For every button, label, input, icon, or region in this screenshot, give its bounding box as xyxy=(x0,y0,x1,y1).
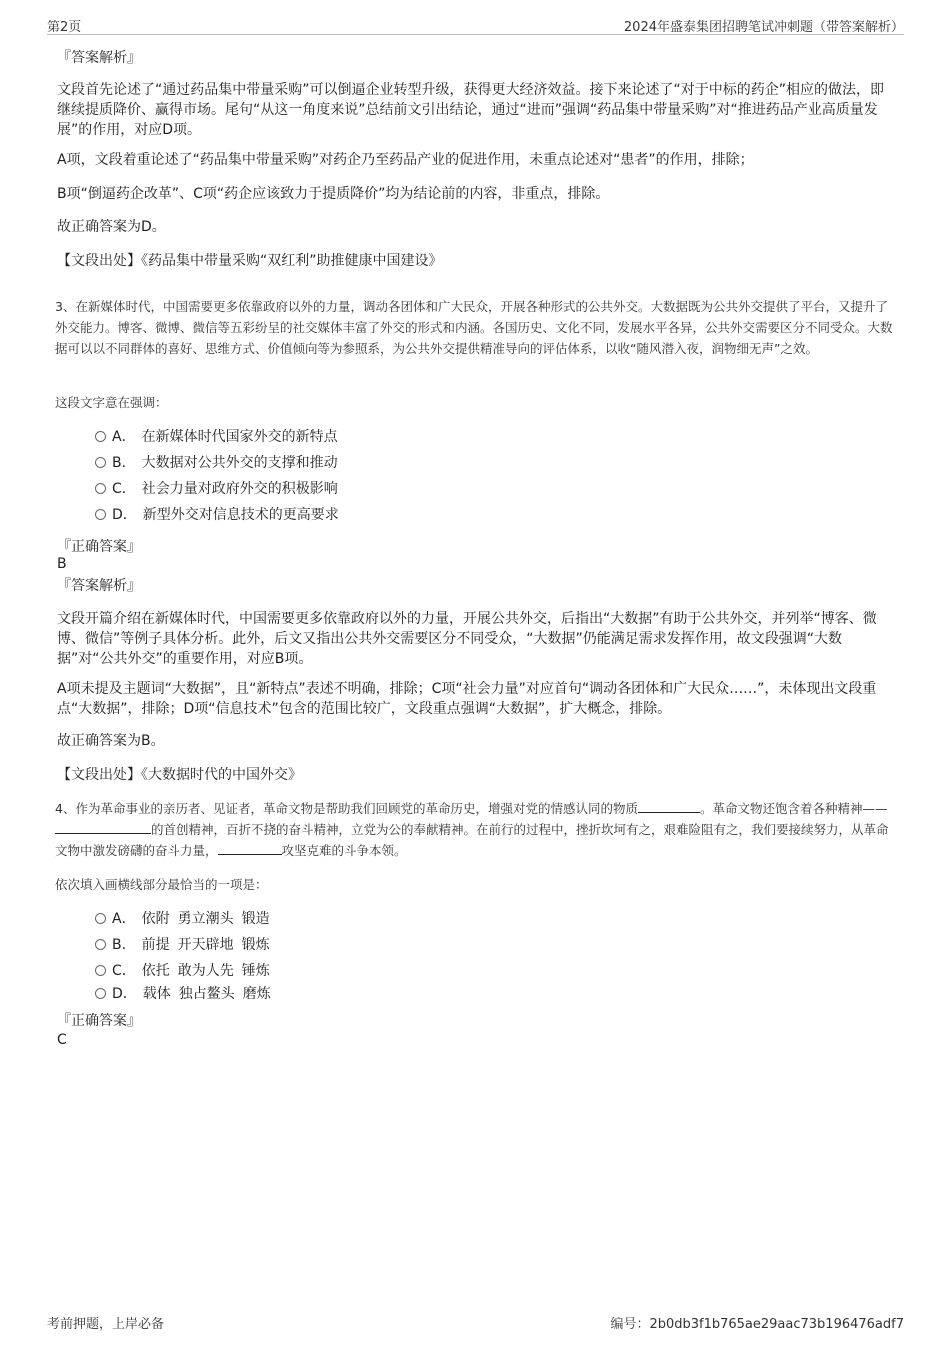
option-word-3: 锤炼 xyxy=(241,963,270,979)
radio-icon[interactable] xyxy=(95,431,106,442)
option-word-3: 磨炼 xyxy=(242,986,271,1002)
q4-stem-part2: 。革命文物还饱含着各种精神—— xyxy=(699,801,888,816)
option-word-1: 前提 xyxy=(141,937,170,953)
radio-icon[interactable] xyxy=(95,457,106,468)
q4-correct-answer: C xyxy=(57,1032,67,1048)
q3-analysis-para2: A项未提及主题词“大数据”，且“新特点”表述不明确，排除；C项“社会力量”对应首句“调动各团体和广大民众……”，未体现出文段重点“大数据”，排除；D项“信息技术”包含的范围比较广，文段重点强调“大数据”，扩大概念，排除。 xyxy=(57,681,877,717)
option-word-2: 开天辟地 xyxy=(177,937,234,953)
q3-correct-label: 『正确答案』 xyxy=(57,539,141,555)
q4-option-a[interactable] xyxy=(95,908,270,930)
option-letter: D． xyxy=(112,986,137,1002)
q3-option-b[interactable] xyxy=(95,452,338,474)
q4-stem-part4: 攻坚克难的斗争本领。 xyxy=(281,843,407,858)
option-word-2: 独占鳌头 xyxy=(178,986,235,1002)
radio-icon[interactable] xyxy=(95,965,106,976)
radio-icon[interactable] xyxy=(95,509,106,520)
q3-source: 【文段出处】《大数据时代的中国外交》 xyxy=(57,767,302,783)
q3-correct-answer: B xyxy=(57,556,67,572)
q3-option-d[interactable] xyxy=(95,504,339,526)
radio-icon[interactable] xyxy=(95,483,106,494)
option-text: 新型外交对信息技术的更高要求 xyxy=(142,507,339,523)
option-letter: D． xyxy=(112,507,137,523)
option-word-3: 锻炼 xyxy=(241,937,270,953)
page-number: 第2页 xyxy=(47,20,82,35)
q4-blank-1 xyxy=(638,800,700,813)
q3-analysis-para1: 文段开篇介绍在新媒体时代，中国需要更多依靠政府以外的力量，开展公共外交，后指出“大数据”有助于公共外交，并列举“博客、微博、微信”等例子具体分析。此外，后文又指出公共外交需要区分不同受众，“大数据”仍能满足需求发挥作用，故文段强调“大数据”对“公共外交”的重要作用，对应B项。 xyxy=(57,611,877,667)
q4-option-d[interactable] xyxy=(95,983,271,1005)
q2-analysis-label: 『答案解析』 xyxy=(57,50,141,66)
option-word-2: 敢为人先 xyxy=(177,963,234,979)
q3-conclusion: 故正确答案为B。 xyxy=(57,733,165,749)
option-letter: B． xyxy=(112,937,136,953)
option-word-1: 依托 xyxy=(141,963,170,979)
option-word-2: 勇立潮头 xyxy=(177,911,234,927)
option-letter: C． xyxy=(112,963,136,979)
q3-stem: 3、在新媒体时代，中国需要更多依靠政府以外的力量，调动各团体和广大民众，开展各种形式的公共外交。大数据既为公共外交提供了平台，又提升了外交能力。博客、微博、微信等五彩纷呈的社交媒体丰富了外交的形式和内涵。各国历史、文化不同，发展水平各异，公共外交需要区分不同受众。大数据可以以不同群体的喜好、思维方式、价值倾向等为参照系，为公共外交提供精准导向的评估体系，以收“随风潜入夜，润物细无声”之效。 xyxy=(55,299,893,356)
q2-conclusion: 故正确答案为D。 xyxy=(57,219,166,235)
q4-correct-label: 『正确答案』 xyxy=(57,1013,141,1029)
radio-icon[interactable] xyxy=(95,988,106,999)
q2-source: 【文段出处】《药品集中带量采购“双红利”助推健康中国建设》 xyxy=(57,253,443,269)
q3-option-a[interactable] xyxy=(95,426,338,448)
document-title: 2024年盛泰集团招聘笔试冲刺题（带答案解析） xyxy=(623,20,904,35)
footer-code: 编号：2b0db3f1b765ae29aac73b196476adf7 xyxy=(610,1317,904,1332)
option-letter: A． xyxy=(112,429,136,445)
q4-option-c[interactable] xyxy=(95,960,270,982)
radio-icon[interactable] xyxy=(95,913,106,924)
q4-stem-part3: 的首创精神，百折不挠的奋斗精神，立党为公的奉献精神。在前行的过程中，挫折坎坷有之，艰难险阻有之，我们要接续努力，从革命文物中激发磅礴的奋斗力量， xyxy=(55,822,889,858)
option-letter: C． xyxy=(112,481,136,497)
q4-option-b[interactable] xyxy=(95,934,270,956)
q3-analysis-label: 『答案解析』 xyxy=(57,578,141,594)
option-letter: A． xyxy=(112,911,136,927)
option-word-1: 载体 xyxy=(142,986,171,1002)
footer-slogan: 考前押题，上岸必备 xyxy=(47,1317,165,1332)
q3-option-c[interactable] xyxy=(95,478,338,500)
q4-stem xyxy=(55,798,897,861)
q4-stem-part1: 4、作为革命事业的亲历者、见证者，革命文物是帮助我们回顾党的革命历史，增强对党的情感认同的物质 xyxy=(55,801,638,816)
radio-icon[interactable] xyxy=(95,939,106,950)
q2-analysis-para1: 文段首先论述了“通过药品集中带量采购”可以倒逼企业转型升级，获得更大经济效益。接下来论述了“对于中标的药企”相应的做法，即继续提质降价、赢得市场。尾句“从这一角度来说”总结前文引出结论，通过“进而”强调“药品集中带量采购”对“推进药品产业高质量发展”的作用，对应D项。 xyxy=(57,82,885,138)
q2-analysis-para3: B项“倒逼药企改革”、C项“药企应该致力于提质降价”均为结论前的内容，非重点，排除。 xyxy=(57,186,610,202)
option-text: 大数据对公共外交的支撑和推动 xyxy=(141,455,338,471)
q4-blank-3 xyxy=(218,842,282,855)
option-letter: B． xyxy=(112,455,136,471)
option-text: 社会力量对政府外交的积极影响 xyxy=(141,481,338,497)
q4-question: 依次填入画横线部分最恰当的一项是： xyxy=(55,877,268,892)
option-word-1: 依附 xyxy=(141,911,170,927)
page-header xyxy=(47,16,904,35)
q2-analysis-para2: A项，文段着重论述了“药品集中带量采购”对药企乃至药品产业的促进作用，未重点论述对“患者”的作用，排除； xyxy=(57,152,754,168)
option-word-3: 锻造 xyxy=(241,911,270,927)
q3-question: 这段文字意在强调： xyxy=(55,395,168,410)
q4-blank-2 xyxy=(55,821,151,834)
option-text: 在新媒体时代国家外交的新特点 xyxy=(141,429,338,445)
